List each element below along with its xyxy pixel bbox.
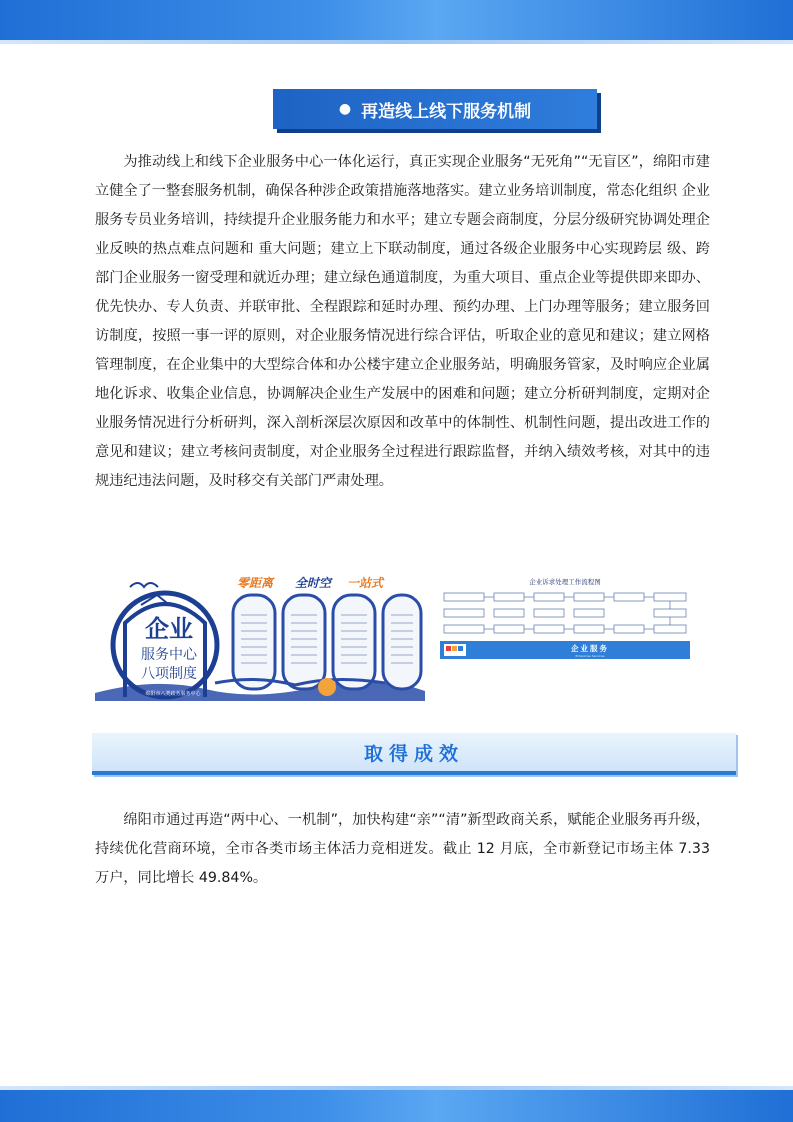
- service-mechanism-paragraph: 为推动线上和线下企业服务中心一体化运行，真正实现企业服务“无死角”“无盲区”，绵阳市建立健全了一整套服务机制，确保各种涉企政策措施落地落实。建立业务培训制度，常态化组织 企业服务专员业务培训，持续提升企业服务能力和水平；建立专题会商制度，分层分级研究协调处理企业反映的热点难点问题和 重大问题；建立上下联动制度，通过各级企业服务中心实现跨层 级、跨部门企业服务一窗受理和就近办理；建立绿色通道制度，为重大项目、重点企业等提供即来即办、优先快办、专人负责、并联审批、全程跟踪和延时办理、预约办理、上门办理等服务；建立服务回访制度，按照一事一评的原则，对企业服务情况进行综合评估，听取企业的意见和建议；建立网格管理制度，在企业集中的大型综合体和办公楼宇建立企业服务站，明确服务管家，及时响应企业属地化诉求、收集企业信息，协调解决企业生产发展中的困难和问题；建立分析研判制度，定期对企业服务情况进行分析研判，深入剖析深层次原因和改革中的体制性、机制性问题，提出改进工作的意见和建议；建立考核问责制度，对企业服务全过程进行跟踪监督，并纳入绩效考核，对其中的违规违纪违法问题，及时移交有关部门严肃处理。: [95, 154, 710, 489]
- service-center-wall-image: [95, 565, 425, 701]
- wall-title-line3: 八项制度: [141, 666, 197, 682]
- illustration-row: [95, 565, 695, 703]
- logo-badge-icon: [318, 678, 336, 696]
- workflow-banner: [440, 641, 690, 659]
- workflow-title: 企业诉求处理工作流程图: [529, 578, 601, 586]
- workflow-banner-sub: Enterprise Services: [575, 654, 605, 658]
- bottom-decor-bar: [0, 1090, 793, 1122]
- section-title: 再造线上线下服务机制: [361, 101, 532, 122]
- top-decor-bar: [0, 0, 793, 40]
- slogan-2: 全时空: [295, 576, 332, 590]
- results-paragraph: 绵阳市通过再造“两中心、一机制”，加快构建“亲”“清”新型政商关系，赋能企业服务再升级，持续优化营商环境，全市各类市场主体活力竞相迸发。截止 12 月底，全市新登记市场主体 7.33 万户，同比增长 49.84%。: [95, 812, 710, 886]
- wall-footer: 绵阳市八类政务服务中心: [145, 691, 201, 697]
- workflow-banner-text: 企业服务: [571, 644, 609, 653]
- bullet-icon: ●: [338, 101, 352, 117]
- results-heading: 取得成效: [92, 733, 736, 775]
- workflow-chart-image: [440, 575, 690, 685]
- wall-title-line2: 服务中心: [141, 647, 197, 663]
- slogan-3: 一站式: [347, 576, 384, 590]
- wall-title-big: 企业: [145, 614, 193, 643]
- slogan-1: 零距离: [237, 576, 274, 590]
- section-title-banner: [273, 89, 597, 129]
